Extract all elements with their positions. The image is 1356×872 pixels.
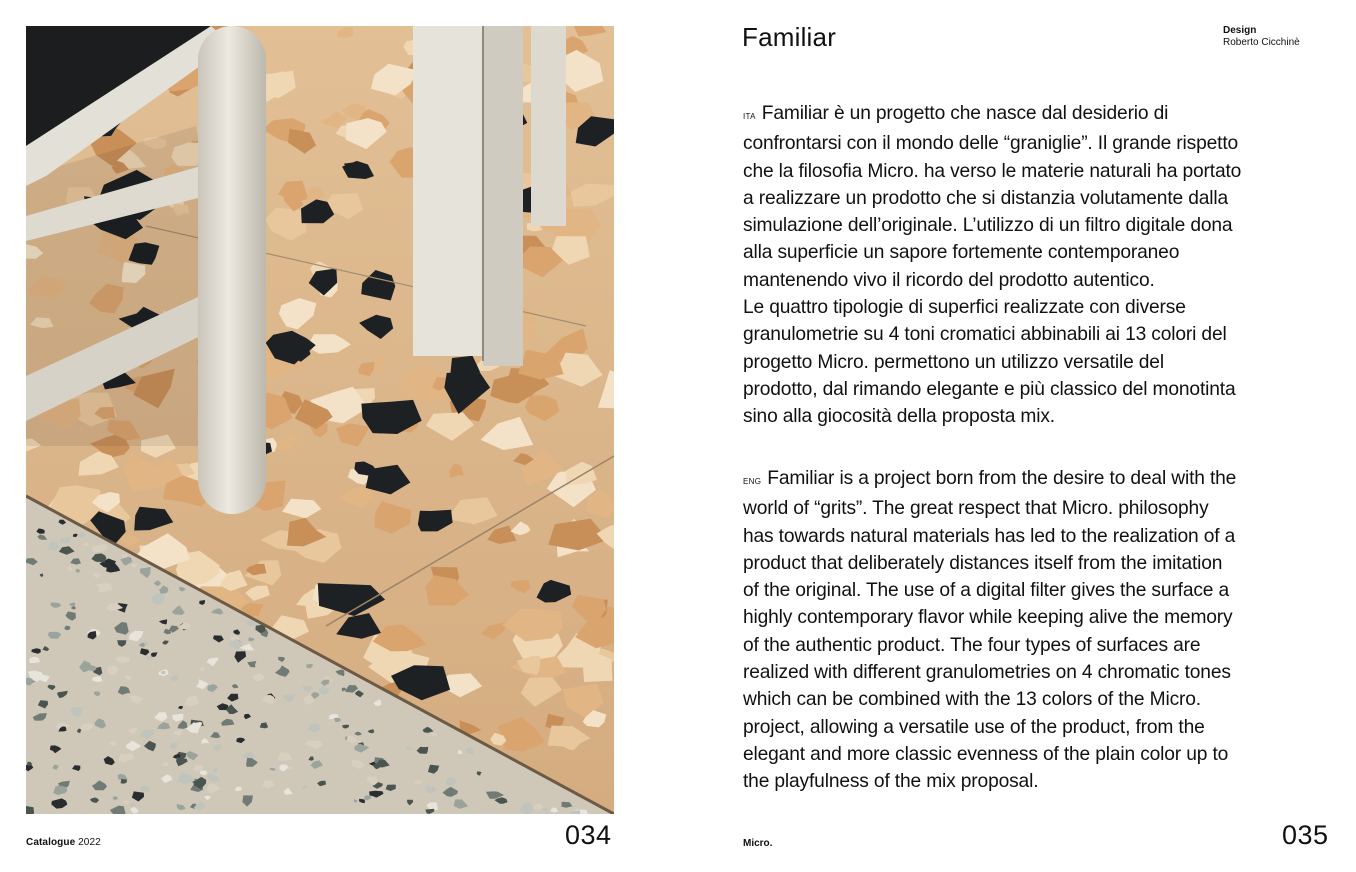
ita-line-text: alla superficie un sapore fortemente contemporaneo bbox=[743, 242, 1180, 264]
eng-text-line bbox=[743, 523, 1323, 550]
terrazzo-photo-svg bbox=[26, 26, 614, 814]
ita-language-tag: ITA bbox=[743, 112, 756, 121]
eng-text-line bbox=[743, 577, 1323, 604]
ita-text-line bbox=[743, 349, 1323, 376]
ita-line-text: sino alla giocosità della proposta mix. bbox=[743, 406, 1055, 428]
eng-lead-word: Familiar bbox=[767, 468, 835, 489]
page-number-left: 034 bbox=[565, 820, 612, 850]
english-paragraph bbox=[743, 465, 1323, 796]
eng-text-line bbox=[743, 768, 1323, 795]
eng-text-line bbox=[743, 714, 1323, 741]
ita-line-text: Le quattro tipologie di superfici realizzate con diverse bbox=[743, 297, 1186, 319]
eng-line-text: of the authentic product. The four types of surfaces are bbox=[743, 634, 1201, 656]
eng-line-text: the playfulness of the mix proposal. bbox=[743, 771, 1039, 793]
catalogue-label: Catalogue bbox=[26, 837, 76, 848]
ita-line-text: è un progetto che nasce dal desiderio di bbox=[828, 103, 1169, 124]
ita-line-text: mantenendo vivo il ricordo del prodotto autentico. bbox=[743, 269, 1155, 291]
eng-text-line bbox=[743, 741, 1323, 768]
brand-footer: Micro. bbox=[743, 838, 773, 849]
chair-leg-rear-side bbox=[483, 26, 523, 366]
eng-line-text: is a project born from the desire to deal with the bbox=[834, 468, 1237, 489]
ita-text-line bbox=[743, 239, 1323, 266]
eng-text-line bbox=[743, 632, 1323, 659]
eng-text-line bbox=[743, 495, 1323, 522]
ita-text-line bbox=[743, 267, 1323, 294]
eng-text-line bbox=[743, 465, 1323, 495]
ita-line-text: confrontarsi con il mondo delle “graniglie”. Il grande rispetto bbox=[743, 133, 1239, 155]
design-label: Design bbox=[1223, 25, 1257, 36]
ita-line-text: prodotto, dal rimando elegante e più classico del monotinta bbox=[743, 378, 1236, 400]
design-credit bbox=[1223, 25, 1300, 48]
eng-line-text: which can be combined with the 13 colors of the Micro. bbox=[743, 689, 1201, 711]
catalogue-footer bbox=[26, 837, 101, 848]
italian-paragraph bbox=[743, 100, 1323, 431]
italian-description bbox=[743, 100, 1323, 431]
eng-line-text: elegant and more classic evenness of the plain color up to bbox=[743, 743, 1229, 765]
ita-text-line bbox=[743, 158, 1323, 185]
ita-text-line bbox=[743, 212, 1323, 239]
ita-text-line bbox=[743, 321, 1323, 348]
chair-leg-front bbox=[198, 26, 266, 514]
terrazzo-photo bbox=[26, 26, 614, 814]
ita-lead-word: Familiar bbox=[761, 103, 829, 124]
ita-text-line bbox=[743, 185, 1323, 212]
ita-line-text: simulazione dell’originale. L’utilizzo di un filtro digitale dona bbox=[743, 215, 1233, 237]
ita-line-text: progetto Micro. permettono un utilizzo versatile del bbox=[743, 351, 1164, 373]
catalogue-year: 2022 bbox=[78, 837, 101, 848]
eng-line-text: world of “grits”. The great respect that Micro. philosophy bbox=[743, 498, 1209, 520]
ita-line-text: granulometrie su 4 toni cromatici abbinabili ai 13 colori del bbox=[743, 324, 1227, 346]
eng-line-text: highly contemporary flavor while keeping alive the memory bbox=[743, 607, 1233, 629]
eng-line-text: realized with different granulometries on 4 chromatic tones bbox=[743, 662, 1231, 684]
english-description bbox=[743, 465, 1323, 796]
designer-name: Roberto Cicchinè bbox=[1223, 36, 1300, 48]
eng-text-line bbox=[743, 659, 1323, 686]
eng-text-line bbox=[743, 604, 1323, 631]
eng-line-text: of the original. The use of a digital filter gives the surface a bbox=[743, 580, 1230, 602]
ita-line-text: a realizzare un prodotto che si distanzia volutamente dalla bbox=[743, 187, 1228, 209]
eng-line-text: has towards natural materials has led to the realization of a bbox=[743, 525, 1236, 547]
eng-line-text: project, allowing a versatile use of the product, from the bbox=[743, 716, 1205, 738]
eng-language-tag: ENG bbox=[743, 477, 762, 486]
product-title: Familiar bbox=[742, 22, 837, 52]
ita-text-line bbox=[743, 403, 1323, 430]
chair-leg-far bbox=[531, 26, 566, 226]
eng-text-line bbox=[743, 550, 1323, 577]
ita-text-line bbox=[743, 100, 1323, 130]
ita-text-line bbox=[743, 376, 1323, 403]
page-number-right: 035 bbox=[1282, 820, 1329, 850]
ita-line-text: che la filosofia Micro. ha verso le materie naturali ha portato bbox=[743, 160, 1242, 182]
eng-text-line bbox=[743, 686, 1323, 713]
ita-text-line bbox=[743, 294, 1323, 321]
ita-text-line bbox=[743, 130, 1323, 157]
eng-line-text: product that deliberately distances itself from the imitation bbox=[743, 552, 1223, 574]
terrazzo-fine-chip bbox=[430, 733, 436, 737]
